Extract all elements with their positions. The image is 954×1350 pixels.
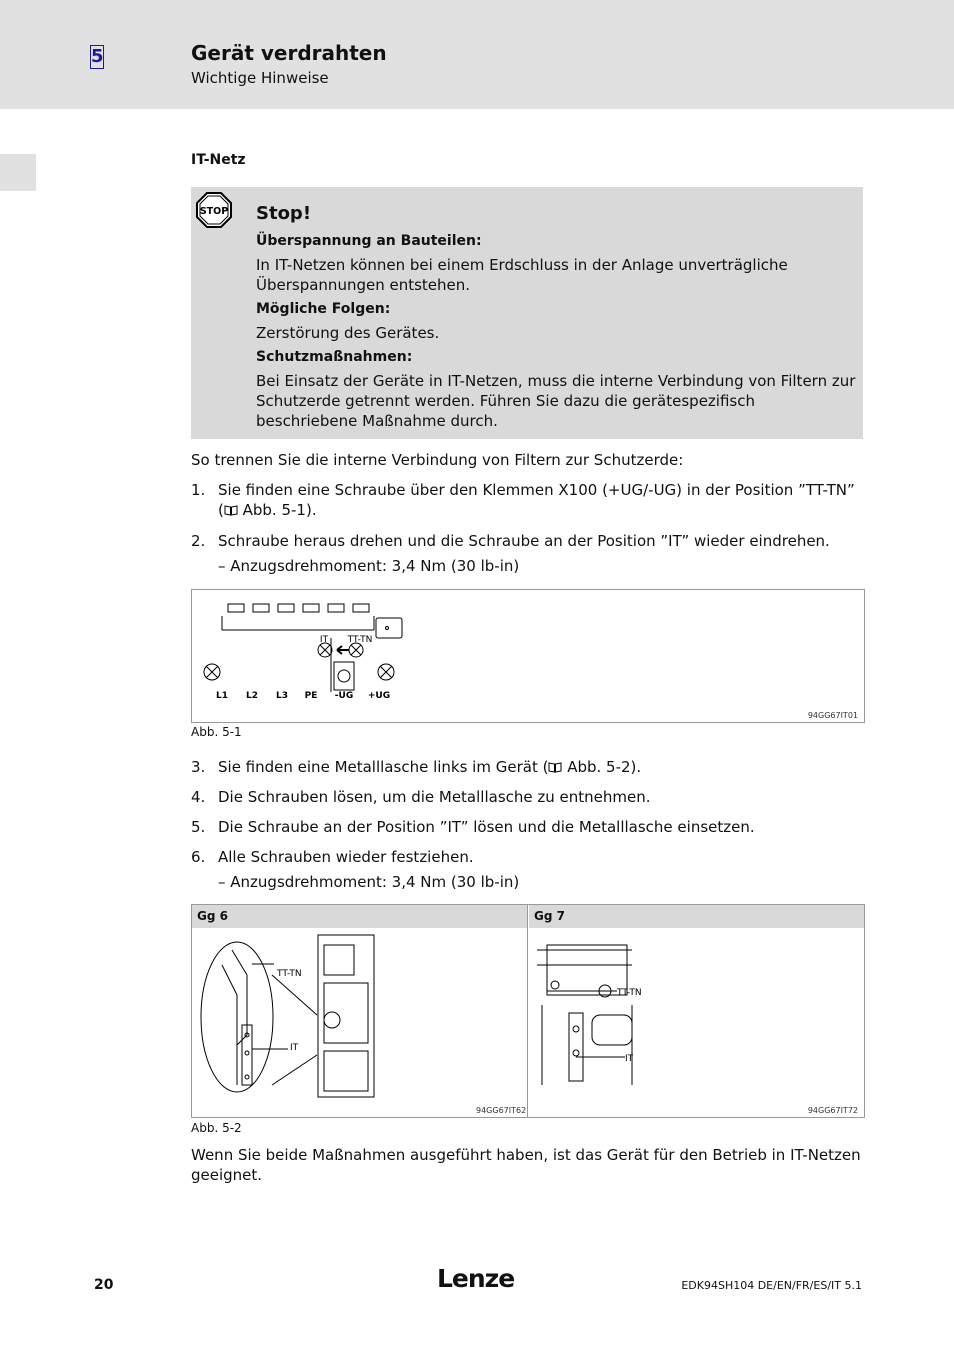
label-it: IT	[625, 1054, 634, 1064]
step-number: 2.	[191, 532, 206, 550]
stop-label-overvoltage: Überspannung an Bauteilen:	[256, 233, 482, 249]
figure-5-1	[191, 589, 865, 723]
figure-code: 94GG67IT72	[807, 1106, 858, 1115]
step-text: Sie finden eine Metalllasche links im Gerät ( Abb. 5-2).	[218, 758, 642, 776]
figure-reference-link[interactable]: Abb. 5-2).	[562, 758, 642, 776]
table-header-gg7: Gg 7	[529, 905, 864, 928]
closing-text: Wenn Sie beide Maßnahmen ausgeführt haben, ist das Gerät für den Betrieb in IT-Netzen geeignet.	[191, 1146, 861, 1184]
stop-label-measures: Schutzmaßnahmen:	[256, 349, 413, 365]
torque-note: – Anzugsdrehmoment: 3,4 Nm (30 lb-in)	[218, 873, 520, 891]
label-it: IT	[290, 1043, 299, 1053]
step-number: 1.	[191, 481, 206, 499]
terminal-diagram	[192, 590, 864, 722]
label-tt-tn: TT-TN	[347, 635, 373, 645]
stop-warning-box	[191, 187, 863, 439]
section-title: IT-Netz	[191, 152, 246, 168]
chapter-number[interactable]: 5	[91, 46, 104, 67]
step-number: 3.	[191, 758, 206, 776]
step-number: 4.	[191, 788, 206, 806]
page-number: 20	[94, 1277, 114, 1293]
figure-reference-link[interactable]: Abb. 5-1).	[237, 501, 317, 519]
figure-caption: Abb. 5-1	[191, 725, 242, 739]
figure-caption: Abb. 5-2	[191, 1121, 242, 1135]
terminal-label: -UG	[334, 691, 354, 701]
table-divider	[527, 905, 528, 1117]
terminal-label: L3	[276, 691, 288, 701]
figure-code: 94GG67IT01	[807, 711, 858, 720]
step-text: Die Schraube an der Position ”IT” lösen und die Metalllasche einsetzen.	[218, 818, 755, 836]
step-number: 6.	[191, 848, 206, 866]
chapter-title: Gerät verdrahten	[191, 41, 387, 65]
lenze-logo: Lenze	[437, 1264, 515, 1293]
chapter-subtitle: Wichtige Hinweise	[191, 69, 329, 87]
document-id: EDK94SH104 DE/EN/FR/ES/IT 5.1	[681, 1279, 862, 1292]
table-header-gg6: Gg 6	[192, 905, 528, 928]
intro-text: So trennen Sie die interne Verbindung von Filtern zur Schutzerde:	[191, 451, 684, 469]
book-reference-icon	[224, 505, 238, 516]
terminal-label: L1	[216, 691, 228, 701]
figure-5-2	[191, 904, 865, 1118]
stop-sign-icon	[196, 192, 232, 228]
label-tt-tn: TT-TN	[277, 969, 302, 979]
side-tab-marker	[0, 154, 36, 191]
step-text: Sie finden eine Schraube über den Klemmen X100 (+UG/-UG) in der Position ”TT-TN” ( Abb. 5-1).	[218, 481, 855, 519]
page-header	[0, 0, 954, 109]
step-number: 5.	[191, 818, 206, 836]
torque-note: – Anzugsdrehmoment: 3,4 Nm (30 lb-in)	[218, 557, 520, 575]
svg-text:STOP: STOP	[199, 206, 229, 217]
terminal-label: +UG	[367, 691, 391, 701]
stop-text-consequences: Zerstörung des Gerätes.	[256, 324, 440, 342]
label-tt-tn: TT-TN	[617, 988, 642, 998]
terminal-label: PE	[304, 691, 318, 701]
step-text: Schraube heraus drehen und die Schraube an der Position ”IT” wieder eindrehen.	[218, 532, 830, 550]
step-text: Alle Schrauben wieder festziehen.	[218, 848, 474, 866]
book-reference-icon	[548, 762, 562, 773]
stop-title: Stop!	[256, 203, 312, 224]
step-text: Die Schrauben lösen, um die Metalllasche zu entnehmen.	[218, 788, 651, 806]
stop-text-overvoltage: In IT-Netzen können bei einem Erdschluss in der Anlage unverträgliche Überspannungen entstehen.	[256, 256, 788, 294]
terminal-label: L2	[246, 691, 258, 701]
figure-code: 94GG67IT62	[476, 1106, 527, 1115]
stop-content	[256, 201, 856, 431]
label-it: IT	[319, 635, 329, 645]
device-drawings	[192, 905, 864, 1117]
stop-text-measures: Bei Einsatz der Geräte in IT-Netzen, muss die interne Verbindung von Filtern zur Schutzerde getrennt werden. Führen Sie dazu die gerätespezifisch beschriebene Maßnahme durch.	[256, 372, 856, 430]
stop-label-consequences: Mögliche Folgen:	[256, 301, 391, 317]
